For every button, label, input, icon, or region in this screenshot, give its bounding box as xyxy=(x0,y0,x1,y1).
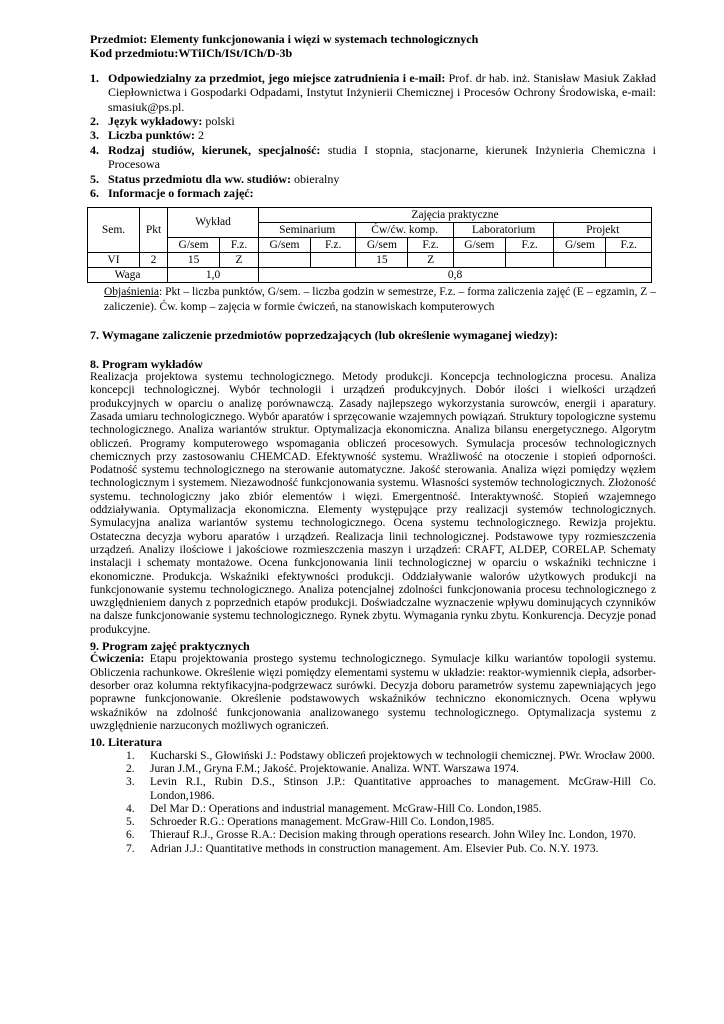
header-laboratorium: Laboratorium xyxy=(453,223,554,238)
exercises-text: Etapu projektowania prostego systemu technologicznego. Symulacje kilku wariantów topologii systemu. Obliczenia rachunkowe. Określenie więzi pomiędzy elementami systemu w układzie: reaktor-wymiennik ciepła, adsorber-desorber oraz kolumna rektyfikacyjna-podgrzewacz surówki. Decyzja doboru parametrów systemu zapewniających jego poprawne funkcjonowanie. Określenie podstawowych wskaźników techniczno ekonomicznych. Ocena wpływu wskaźników na zdolność funkcjonowania analizowanego systemu technologicznego. Optymalizacja systemu z uwzględnienie narzuconych możliwych ograniczeń. xyxy=(90,653,656,732)
header-cwiczenia: Ćw/ćw. komp. xyxy=(356,223,453,238)
list-item xyxy=(126,776,656,803)
cell-projekt-gsem xyxy=(554,253,606,268)
item-text: Adrian J.J.: Quantitative methods in construction management. Am. Elsevier Pub. Co. N.Y. 1973. xyxy=(150,842,599,855)
header-pkt: Pkt xyxy=(139,208,167,253)
cell-laboratorium-gsem xyxy=(453,253,505,268)
item-label: Status przedmiotu dla ww. studiów: xyxy=(108,171,292,186)
cell-wyklad-fz: Z xyxy=(220,253,259,268)
header-seminarium: Seminarium xyxy=(259,223,356,238)
cell-cwiczenia-gsem: 15 xyxy=(356,253,408,268)
class-forms-table xyxy=(87,207,652,283)
cell-wyklad-gsem: 15 xyxy=(168,253,220,268)
item-number: 2. xyxy=(126,762,135,775)
item-number: 6. xyxy=(90,186,99,201)
section-9-title: 9. Program zajęć praktycznych xyxy=(90,639,250,654)
subject-title: Przedmiot: Elementy funkcjonowania i więzi w systemach technologicznych xyxy=(90,32,479,46)
info-item xyxy=(90,128,656,142)
subheader-fz: F.z. xyxy=(408,238,453,253)
item-number: 7. xyxy=(126,842,135,855)
item-number: 4. xyxy=(90,142,99,157)
item-text: Del Mar D.: Operations and industrial management. McGraw-Hill Co. London,1985. xyxy=(150,802,542,815)
header-wyklad: Wykład xyxy=(168,208,259,238)
item-text: Schroeder R.G.: Operations management. McGraw-Hill Co. London,1985. xyxy=(150,816,495,829)
cell-waga-label: Waga xyxy=(88,268,168,283)
info-item xyxy=(90,71,656,114)
header-projekt: Projekt xyxy=(554,223,652,238)
explanation-label: Objaśnienia xyxy=(104,286,159,299)
document-page xyxy=(90,32,656,856)
item-number: 6. xyxy=(126,829,135,842)
subheader-fz: F.z. xyxy=(220,238,259,253)
info-list xyxy=(90,71,656,201)
item-label: Liczba punktów: xyxy=(108,128,196,143)
list-item xyxy=(126,816,656,829)
section-8-title: 8. Program wykładów xyxy=(90,356,203,371)
section-9-text xyxy=(90,653,656,733)
document-header xyxy=(90,32,656,61)
item-value: obieralny xyxy=(291,171,340,186)
item-value: polski xyxy=(202,114,235,129)
explanation-text: : Pkt – liczba punktów, G/sem. – liczba godzin w semestrze, F.z. – forma zaliczenia zajęć (E – egzamin, Z – zaliczenie). Ćw. komp – zajęcia w formie ćwiczeń, na stanowiskach komputerowych xyxy=(104,286,656,313)
item-value: 2 xyxy=(195,128,205,143)
info-item xyxy=(90,114,656,128)
table-row-waga xyxy=(88,268,652,283)
item-number: 5. xyxy=(90,171,99,186)
section-7-title: 7. Wymagane zaliczenie przedmiotów poprzedzających (lub określenie wymaganej wiedzy): xyxy=(90,328,559,343)
subheader-gsem: G/sem xyxy=(453,238,505,253)
table-row xyxy=(88,253,652,268)
item-value: Prof. dr hab. inż. Stanisław Masiuk Zakład Ciepłownictwa i Gospodarki Odpadami, Instytut Inżynierii Chemicznej i Procesów Ochrony Środowiska, e-mail: smasiuk@ps.pl. xyxy=(108,70,656,114)
subheader-fz: F.z. xyxy=(606,238,652,253)
item-number: 2. xyxy=(90,114,99,129)
item-text: Thierauf R.J., Grosse R.A.: Decision making through operations research. John Wiley Inc. London, 1970. xyxy=(150,829,637,842)
subheader-gsem: G/sem xyxy=(356,238,408,253)
list-item xyxy=(126,803,656,816)
subject-code: Kod przedmiotu:WTiICh/ISt/ICh/D-3b xyxy=(90,46,293,61)
cell-sem: VI xyxy=(88,253,140,268)
cell-seminarium-fz xyxy=(310,253,355,268)
section-8-text: Realizacja projektowa systemu technologicznego. Metody produkcji. Koncepcja technologiczna procesu. Analiza koncepcji technologicznej. Wybór technologii i urządzeń produkcyjnych. Dobór ilości i wielkości urządzeń produkcyjnych w oparciu o analizę porównawczą. Zasady najlepszego wykorzystania surowców, energii i aparatury. Zasada umiaru technologicznego. Wybór aparatów i sprzęcowanie wzajemnych powiązań. Struktury topologiczne systemu technologicznego. Analiza wariantów struktur. Optymalizacja ekonomiczna. Analiza bilansu energetycznego. Algorytm obliczeń. Programy komputerowego wspomagania obliczeń procesowych. Symulacja procesów technologicznych chemicznych przy zastosowaniu CHEMCAD. Efektywność systemu. Wrażliwość na otoczenie i stopień odporności. Podatność systemu technologicznego na sterowanie automatyczne. Jakość sterowania. Analiza więzi pomiędzy węzłem technologicznym i systemem. Niezawodność funkcjonowania systemu. Własności systemów technologicznych. Złożoność systemu. technologiczny jako zbiór elementów i więzi. Emergentność. Interaktywność. Stopień wzajemnego oddziaływania. Optymalizacja ekonomiczna. Elementy występujące przy realizacji systemów technologicznych. Symulacyjna analiza wariantów systemu technologicznego. Ocena systemu technologicznego. Rewizja projektu. Ostateczna decyzja wyboru aparatów i urządzeń. Realizacja linii technologicznej. Podstawowe typy rozmieszczenia urządzeń. Analizy ilościowe i jakościowe rozmieszczenia maszyn i urządzeń: CRAFT, ALDEP, CORELAP. Schematy instalacji i schematy montażowe. Ocena funkcjonowania linii technologicznej w oparciu o wskaźniki techniczne i ekonomiczne. Produkcja. Wskaźniki efektywności produkcji. Oddziaływanie walorów użytkowych produkcji na funkcjonowanie systemu technologicznego. Analiza potencjalnej zdolności funkcjonowania procesu technologicznego z uwzględnieniem danych z poprzednich etapów produkcji. Doświadczalne wyznaczenie wpływu dominujących czynników na dalsze funkcjonowanie systemu technologicznego. Rynek zbytu. Wymagania rynku zbytu. Konkurencja. Decyzje ponad produkcyjne. xyxy=(90,371,656,636)
item-number: 1. xyxy=(126,749,135,762)
cell-seminarium-gsem xyxy=(259,253,311,268)
exercises-label: Ćwiczenia: xyxy=(90,653,145,666)
list-item xyxy=(126,843,656,856)
list-item xyxy=(126,829,656,842)
subheader-gsem: G/sem xyxy=(168,238,220,253)
item-text: Juran J.M., Gryna F.M.; Jakość. Projektowanie. Analiza. WNT. Warszawa 1974. xyxy=(150,762,519,775)
info-item xyxy=(90,186,656,200)
item-label: Język wykładowy: xyxy=(108,114,203,129)
item-number: 1. xyxy=(90,70,99,85)
table-explanation xyxy=(104,285,656,314)
item-text: Kucharski S., Głowiński J.: Podstawy obliczeń projektowych w technologii chemicznej. PWr. Wrocław 2000. xyxy=(150,749,655,762)
item-number: 3. xyxy=(126,776,135,789)
item-number: 4. xyxy=(126,802,135,815)
cell-waga-practical: 0,8 xyxy=(259,268,652,283)
cell-pkt: 2 xyxy=(139,253,167,268)
info-item xyxy=(90,143,656,172)
item-label: Rodzaj studiów, kierunek, specjalność: xyxy=(108,142,321,157)
list-item xyxy=(126,763,656,776)
subheader-gsem: G/sem xyxy=(554,238,606,253)
list-item xyxy=(126,750,656,763)
cell-cwiczenia-fz: Z xyxy=(408,253,453,268)
section-10-title: 10. Literatura xyxy=(90,735,162,750)
header-practical: Zajęcia praktyczne xyxy=(259,208,652,223)
item-value: studia I stopnia, stacjonarne, kierunek Inżynieria Chemiczna i Procesowa xyxy=(108,142,656,172)
cell-waga-wyklad: 1,0 xyxy=(168,268,259,283)
info-item xyxy=(90,172,656,186)
item-number: 5. xyxy=(126,816,135,829)
item-number: 3. xyxy=(90,128,99,143)
item-label: Informacje o formach zajęć: xyxy=(108,186,254,201)
subheader-gsem: G/sem xyxy=(259,238,311,253)
subheader-fz: F.z. xyxy=(310,238,355,253)
item-label: Odpowiedzialny za przedmiot, jego miejsce zatrudnienia i e-mail: xyxy=(108,70,446,85)
cell-laboratorium-fz xyxy=(505,253,554,268)
literature-list xyxy=(90,750,656,856)
subheader-fz: F.z. xyxy=(505,238,554,253)
item-text: Levin R.I., Rubin D.S., Stinson J.P.: Quantitative approaches to management. McGraw-Hill Co. London,1986. xyxy=(150,776,656,802)
cell-projekt-fz xyxy=(606,253,652,268)
header-sem: Sem. xyxy=(88,208,140,253)
